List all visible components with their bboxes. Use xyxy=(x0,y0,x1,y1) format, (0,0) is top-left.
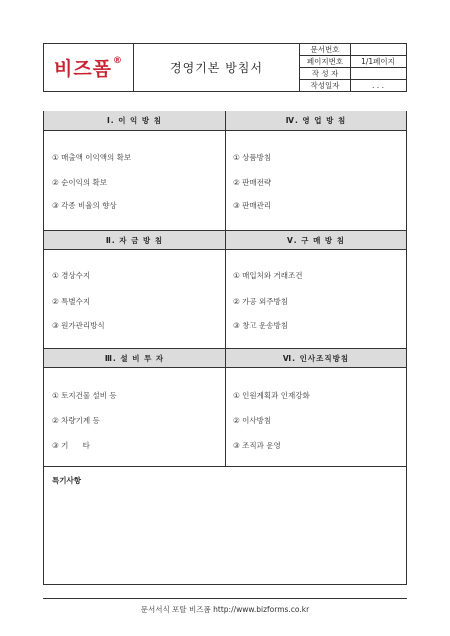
list-item: ② 이사방침 xyxy=(233,416,272,425)
meta-value: 1/1페이지 xyxy=(361,57,395,66)
meta-key: 작 성 자 xyxy=(300,68,351,79)
document-header xyxy=(43,43,407,92)
meta-row-doc-number xyxy=(300,44,406,56)
meta-value xyxy=(350,44,406,55)
meta-row-author xyxy=(300,68,406,80)
list-item: ③ 판매관리 xyxy=(233,201,272,210)
meta-key: 페이지번호 xyxy=(300,56,351,67)
column-divider xyxy=(225,111,226,467)
list-item: ③ 창고 운송방침 xyxy=(233,321,288,330)
meta-key: 문서번호 xyxy=(300,44,351,55)
section-header-investment: Ⅲ. 설 비 투 자 xyxy=(44,348,225,368)
logo-cell xyxy=(44,44,134,91)
meta-key: 작성일자 xyxy=(300,80,351,91)
list-item: ① 인원계획과 인재강화 xyxy=(233,391,310,400)
list-item: ③ 원가관리방식 xyxy=(52,321,105,330)
footer-text: 문서서식 포탈 비즈폼 http://www.bizforms.co.kr xyxy=(140,605,310,614)
section-header-profit: Ⅰ. 이 익 방 침 xyxy=(44,111,225,131)
section-header-purchasing: Ⅴ. 구 매 방 침 xyxy=(226,230,406,250)
list-item: ② 순이익의 확보 xyxy=(52,178,107,187)
meta-row-date xyxy=(300,80,406,91)
list-item: ② 판매전략 xyxy=(233,178,272,187)
list-item: ③ 조직과 운영 xyxy=(233,441,281,450)
list-item: ② 특별수지 xyxy=(52,297,91,306)
footer-divider xyxy=(43,598,407,599)
section-header-sales: Ⅳ. 영 업 방 침 xyxy=(226,111,406,131)
notes-title: 특기사항 xyxy=(52,476,81,485)
section-header-hr: Ⅵ. 인사조직방침 xyxy=(226,348,406,368)
document-title: 경영기본 방침서 xyxy=(134,44,300,91)
list-item: ① 경상수지 xyxy=(52,271,91,280)
list-item: ② 가공 외주방침 xyxy=(233,297,288,306)
list-item: ② 차량기계 등 xyxy=(52,416,100,425)
bizforms-logo: 비즈폼® xyxy=(53,56,124,80)
meta-value xyxy=(350,68,406,79)
list-item: ③ 각종 비율의 향상 xyxy=(52,201,117,210)
meta-row-page-number xyxy=(300,56,406,68)
section-header-funds: Ⅱ. 자 금 방 침 xyxy=(44,230,225,250)
meta-value: . . . xyxy=(372,81,384,90)
notes-divider xyxy=(44,466,406,467)
list-item: ① 매입처와 거래조건 xyxy=(233,271,303,280)
list-item: ③ 기 타 xyxy=(52,441,90,450)
list-item: ① 상품방침 xyxy=(233,153,272,162)
list-item: ① 매출액 이익액의 확보 xyxy=(52,153,132,162)
list-item: ① 토지건물 설비 등 xyxy=(52,391,117,400)
